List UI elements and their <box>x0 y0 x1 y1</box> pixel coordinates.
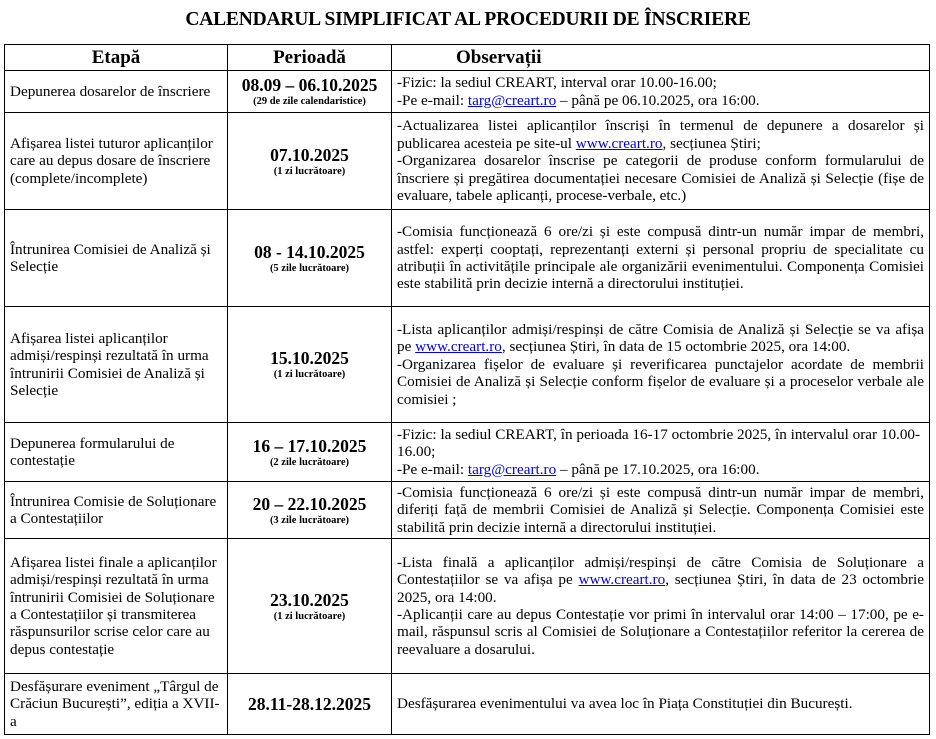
period-date: 23.10.2025 <box>270 589 349 610</box>
enrollment-calendar-table <box>4 44 930 735</box>
period-date: 15.10.2025 <box>270 348 349 368</box>
obs-paragraph: -Comisia funcționează 6 ore/zi și este compusă dintr-un număr impar de membri, astfel: experți cooptați, reprezentanți externi și personal propriu de specialitate cu atribuții în activitățile principale ale organizării evenimentului. Componența Comisiei este stabilită prin decizie internă a directorului instituției. <box>397 223 924 293</box>
table-row <box>5 482 930 539</box>
table-row <box>5 71 930 113</box>
observations-cell <box>392 539 930 674</box>
stage-cell: Afișarea listei tuturor aplicanților care au depus dosare de înscriere (complete/incomplete) <box>5 113 228 210</box>
period-duration: (29 de zile calendaristice) <box>253 96 366 107</box>
stage-cell: Depunerea formularului de contestație <box>5 423 228 482</box>
website-link[interactable]: www.creart.ro <box>578 571 666 589</box>
stage-cell: Afișarea listei aplicanților admiși/respinși rezultată în urma întrunirii Comisiei de Analiză și Selecție <box>5 307 228 423</box>
period-cell <box>228 113 392 210</box>
obs-paragraph: -Comisia funcționează 6 ore/zi și este compusă dintr-un număr impar de membri, diferiți față de membrii Comisiei de Analiză și Selecție. Componența Comisiei este stabilită prin decizie internă a directorului instituției. <box>397 483 924 536</box>
period-date: 20 – 22.10.2025 <box>252 493 367 514</box>
website-link[interactable]: www.creart.ro <box>575 134 663 152</box>
obs-text: -Lista aplicanților admiși/respinși de către Comisia de Analiză și Selecție se va afișa pe <box>397 320 924 356</box>
header-stage: Etapă <box>5 45 228 71</box>
obs-text: – până pe 06.10.2025, ora 16:00. <box>556 91 760 109</box>
observations-cell <box>392 113 930 210</box>
observations-cell <box>392 423 930 482</box>
obs-text: -Actualizarea listei aplicanților înscriși în termenul de depunere a dosarelor și publicarea acesteia pe site-ul <box>397 117 924 152</box>
page-title: CALENDARUL SIMPLIFICAT AL PROCEDURII DE ÎNSCRIERE <box>185 9 751 30</box>
obs-text: , secțiunea Știri; <box>662 134 761 152</box>
period-date: 08 - 14.10.2025 <box>254 241 365 262</box>
table-row <box>5 113 930 210</box>
stage-cell: Afișarea listei finale a aplicanților admiși/respinși rezultată în urma întrunirii Comisiei de Soluționare a Contestațiilor și transmiterea răspunsurilor scrise celor care au depus contestație <box>5 539 228 674</box>
obs-line <box>397 461 924 478</box>
header-period: Perioadă <box>228 45 392 71</box>
obs-text: , secțiunea Știri, în data de 15 octombrie 2025, ora 14:00. <box>501 338 851 356</box>
obs-line: -Fizic: la sediul CREART, în perioada 16-17 octombrie 2025, în intervalul orar 10.00-16.00; <box>397 425 921 461</box>
table-header-row <box>5 45 930 71</box>
period-cell <box>228 539 392 674</box>
email-link[interactable]: targ@creart.ro <box>467 91 557 109</box>
table-row <box>5 210 930 307</box>
observations-cell <box>392 210 930 307</box>
obs-text: -Lista finală a aplicanților admiși/respinși de către Comisia de Soluționare a Contestațiilor se va afișa pe <box>397 553 924 589</box>
period-duration: (1 zi lucrătoare) <box>273 369 346 380</box>
header-observations: Observații <box>392 45 930 71</box>
period-duration: (1 zi lucrătoare) <box>273 165 346 177</box>
period-date: 28.11-28.12.2025 <box>248 694 371 714</box>
period-cell <box>228 307 392 423</box>
table-row <box>5 539 930 674</box>
obs-paragraph: -Aplicanții care au depus Contestație vor primi în intervalul orar 14:00 – 17:00, pe e-mail, răspunsul scris al Comisiei de Soluționare a Contestațiilor referitor la cererea de reevaluare a dosarului. <box>397 606 924 658</box>
observations-cell <box>392 482 930 539</box>
period-date: 08.09 – 06.10.2025 <box>241 75 378 95</box>
obs-text: -Pe e-mail: <box>397 91 468 109</box>
obs-line <box>397 92 924 109</box>
obs-text: -Pe e-mail: <box>397 460 468 478</box>
table-row <box>5 307 930 423</box>
email-link[interactable]: targ@creart.ro <box>467 460 557 478</box>
observations-cell <box>392 71 930 113</box>
period-cell <box>228 71 392 113</box>
obs-text: , secțiunea Știri, în data de 23 octombrie 2025, ora 14:00. <box>397 571 925 606</box>
period-date: 07.10.2025 <box>270 144 349 165</box>
period-cell <box>228 423 392 482</box>
obs-paragraph: Desfășurarea evenimentului va avea loc în Piața Constituției din București. <box>397 695 853 713</box>
period-duration: (3 zile lucrătoare) <box>269 514 350 526</box>
period-cell <box>228 210 392 307</box>
stage-cell: Desfășurare eveniment „Târgul de Crăciun București”, ediția a XVII-a <box>5 674 228 735</box>
website-link[interactable]: www.creart.ro <box>415 338 502 356</box>
obs-line: -Fizic: la sediul CREART, interval orar 10.00-16.00; <box>397 74 717 92</box>
obs-paragraph <box>397 117 924 152</box>
period-cell <box>228 482 392 539</box>
period-cell <box>228 674 392 735</box>
stage-cell: Întrunirea Comisie de Soluționare a Contestațiilor <box>5 482 228 539</box>
stage-cell: Depunerea dosarelor de înscriere <box>5 71 228 113</box>
observations-cell <box>392 307 930 423</box>
period-date: 16 – 17.10.2025 <box>252 435 367 456</box>
observations-cell <box>392 674 930 735</box>
stage-cell: Întrunirea Comisiei de Analiză și Selecție <box>5 210 228 307</box>
obs-paragraph <box>397 321 924 356</box>
obs-paragraph <box>397 554 924 606</box>
period-duration: (1 zi lucrătoare) <box>273 610 346 622</box>
obs-text: – până pe 17.10.2025, ora 16:00. <box>556 460 760 478</box>
period-duration: (2 zile lucrătoare) <box>269 456 350 468</box>
table-row <box>5 423 930 482</box>
table-row <box>5 674 930 735</box>
obs-paragraph: -Organizarea dosarelor înscrise pe categorii de produse conform formularului de înscriere și pregătirea documentației necesare Comisiei de Analiză și Selecție (fișe de evaluare, tabele aplicanți, procese-verbale, etc.) <box>397 152 924 205</box>
period-duration: (5 zile lucrătoare) <box>269 262 350 274</box>
obs-paragraph: -Organizarea fișelor de evaluare și reverificarea punctajelor acordate de membrii Comisiei de Analiză și Selecție conform fișelor de evaluare și a proceselor verbale ale comisiei ; <box>397 355 924 408</box>
